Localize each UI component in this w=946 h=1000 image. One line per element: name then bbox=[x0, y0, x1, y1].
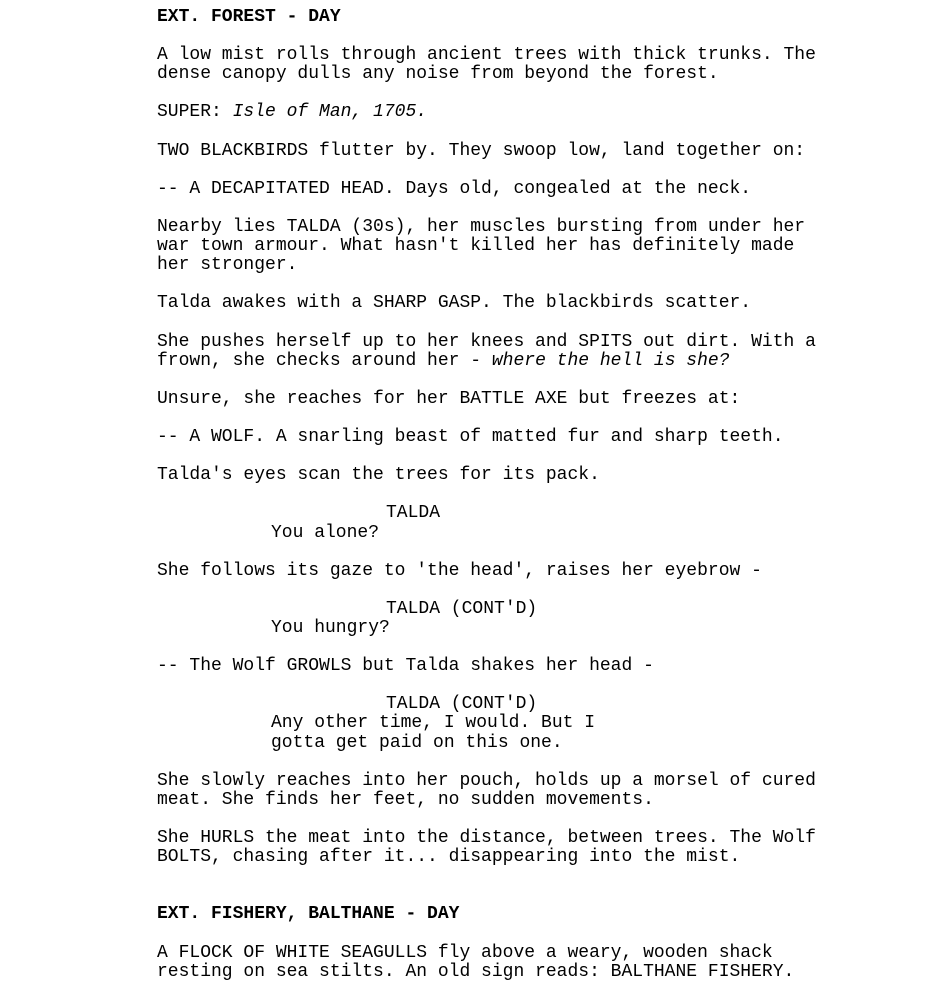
blank-line bbox=[157, 161, 937, 180]
scene-heading: EXT. FOREST - DAY bbox=[157, 7, 341, 27]
action-line: -- A DECAPITATED HEAD. Days old, congealed at the neck. bbox=[157, 178, 752, 199]
blank-line bbox=[157, 543, 937, 562]
super-label: SUPER: bbox=[157, 102, 233, 123]
action-paragraph bbox=[157, 218, 937, 275]
action-line: TWO BLACKBIRDS flutter by. They swoop low, land together on: bbox=[157, 140, 806, 161]
action-line bbox=[157, 352, 937, 371]
dialogue-line: You alone? bbox=[271, 522, 380, 543]
action-line: meat. She finds her feet, no sudden movements. bbox=[157, 789, 654, 810]
blank-line bbox=[157, 84, 937, 103]
action-paragraph bbox=[157, 944, 937, 982]
blank-line bbox=[157, 275, 937, 294]
action-line: dense canopy dulls any noise from beyond the forest. bbox=[157, 64, 719, 85]
action-line: Unsure, she reaches for her BATTLE AXE but freezes at: bbox=[157, 388, 741, 409]
action-line: -- A WOLF. A snarling beast of matted fur and sharp teeth. bbox=[157, 427, 784, 448]
super-line bbox=[157, 103, 937, 122]
action-line: her stronger. bbox=[157, 255, 298, 276]
action-paragraph bbox=[157, 829, 937, 867]
action-line: She pushes herself up to her knees and SPITS out dirt. With a bbox=[157, 331, 816, 352]
character-name: TALDA bbox=[386, 503, 441, 524]
action-line: resting on sea stilts. An old sign reads: BALTHANE FISHERY. bbox=[157, 961, 795, 982]
action-line: Talda awakes with a SHARP GASP. The blackbirds scatter. bbox=[157, 293, 752, 314]
blank-line bbox=[157, 123, 937, 142]
blank-line bbox=[157, 867, 937, 886]
character-name: TALDA (CONT'D) bbox=[386, 694, 538, 715]
action-paragraph bbox=[157, 772, 937, 810]
blank-line bbox=[157, 886, 937, 905]
action-line: A low mist rolls through ancient trees with thick trunks. The bbox=[157, 45, 816, 66]
scene-heading: EXT. FISHERY, BALTHANE - DAY bbox=[157, 904, 460, 925]
dialogue-line: You hungry? bbox=[271, 618, 390, 638]
action-line: Talda's eyes scan the trees for its pack. bbox=[157, 465, 600, 486]
blank-line bbox=[157, 371, 937, 390]
blank-line bbox=[157, 485, 937, 504]
action-line: A FLOCK OF WHITE SEAGULLS fly above a weary, wooden shack bbox=[157, 942, 773, 963]
action-line: -- The Wolf GROWLS but Talda shakes her head - bbox=[157, 656, 654, 677]
super-text: Isle of Man, 1705. bbox=[232, 102, 428, 123]
action-line: She HURLS the meat into the distance, between trees. The Wolf bbox=[157, 828, 816, 849]
action-line: Nearby lies TALDA (30s), her muscles bursting from under her bbox=[157, 217, 806, 238]
blank-line bbox=[157, 447, 937, 466]
blank-line bbox=[157, 753, 937, 772]
action-line: She slowly reaches into her pouch, holds up a morsel of cured bbox=[157, 770, 816, 791]
screenplay-page bbox=[157, 8, 937, 982]
blank-line bbox=[157, 314, 937, 333]
action-text: frown, she checks around her - bbox=[157, 350, 492, 371]
blank-line bbox=[157, 638, 937, 657]
blank-line bbox=[157, 409, 937, 428]
blank-line bbox=[157, 199, 937, 218]
action-paragraph bbox=[157, 333, 937, 371]
blank-line bbox=[157, 676, 937, 695]
dialogue-line: gotta get paid on this one. bbox=[271, 732, 563, 753]
action-line: BOLTS, chasing after it... disappearing into the mist. bbox=[157, 847, 741, 868]
action-line: war town armour. What hasn't killed her has definitely made bbox=[157, 236, 795, 257]
blank-line bbox=[157, 810, 937, 829]
blank-line bbox=[157, 581, 937, 600]
blank-line bbox=[157, 27, 937, 46]
action-line: She follows its gaze to 'the head', raises her eyebrow - bbox=[157, 560, 762, 581]
blank-line bbox=[157, 925, 937, 944]
dialogue-line: Any other time, I would. But I bbox=[271, 713, 596, 734]
character-name: TALDA (CONT'D) bbox=[386, 598, 538, 619]
action-paragraph bbox=[157, 46, 937, 84]
action-italic-text: where the hell is she? bbox=[491, 350, 730, 371]
